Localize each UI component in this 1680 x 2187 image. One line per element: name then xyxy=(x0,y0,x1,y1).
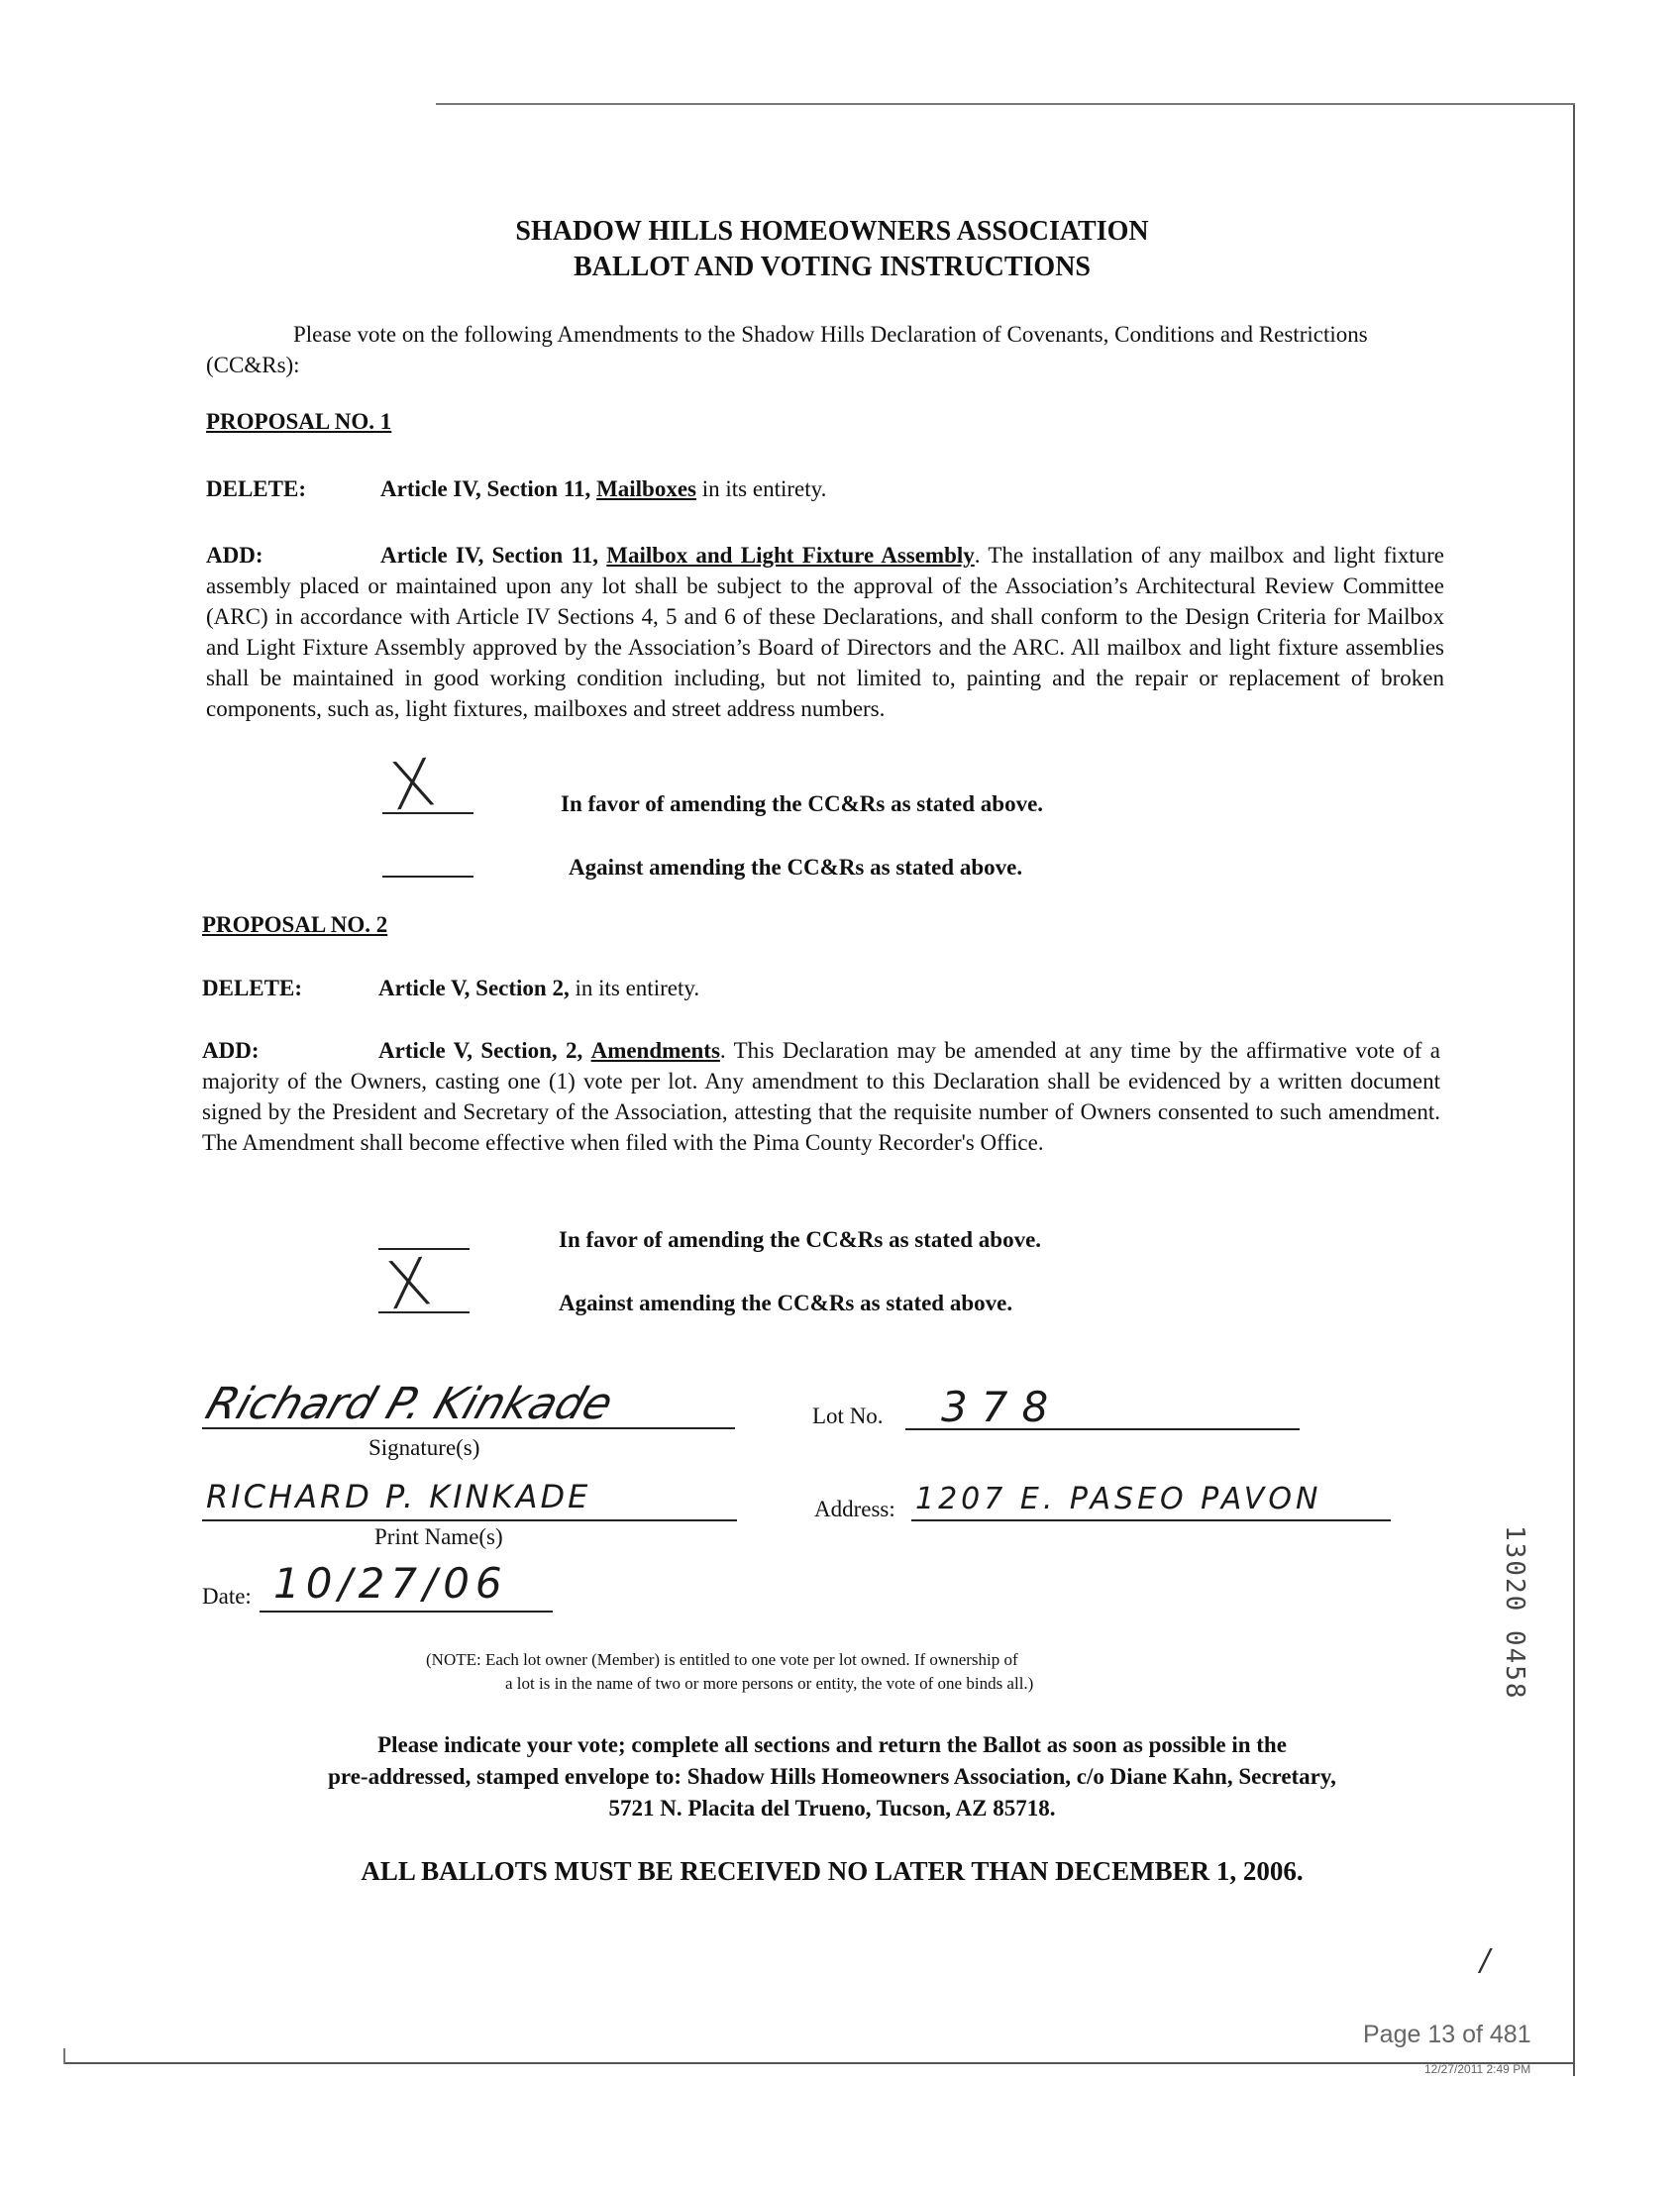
proposal-1-delete xyxy=(206,473,1444,504)
delete-tail: in its entirety. xyxy=(575,976,700,1000)
print-name-label: Print Name(s) xyxy=(374,1524,503,1549)
proposal-2-add-paragraph xyxy=(202,1035,1440,1158)
lot-line[interactable] xyxy=(905,1428,1300,1430)
favor-label: In favor of amending the CC&Rs as stated above. xyxy=(559,1227,1042,1252)
proposal-2-heading: PROPOSAL NO. 2 xyxy=(202,912,388,937)
delete-tail: in its entirety. xyxy=(701,476,827,501)
against-x-mark: X xyxy=(380,1243,437,1325)
lot-label: Lot No. xyxy=(812,1404,884,1428)
page-number-label: Page 13 of 481 xyxy=(1363,2021,1531,2048)
address-label: Address: xyxy=(814,1497,895,1521)
document-subtitle: BALLOT AND VOTING INSTRUCTIONS xyxy=(574,252,1091,282)
page-timestamp: 12/27/2011 2:49 PM xyxy=(1424,2062,1531,2076)
deadline-notice: ALL BALLOTS MUST BE RECEIVED NO LATER THAN DECEMBER 1, 2006. xyxy=(361,1856,1304,1886)
frame-bottom-border xyxy=(63,2062,1575,2064)
note-line-1: (NOTE: Each lot owner (Member) is entitled to one vote per lot owned. If ownership of xyxy=(426,1650,1018,1669)
delete-label: DELETE: xyxy=(202,976,302,1000)
address-value: 1207 E. PASEO PAVON xyxy=(915,1482,1322,1516)
add-reference: Article V, Section, 2, xyxy=(378,1038,583,1063)
date-label: Date: xyxy=(202,1584,252,1609)
frame-top-border xyxy=(436,103,1575,105)
print-name-handwritten: RICHARD P. KINKADE xyxy=(206,1478,591,1515)
favor-label: In favor of amending the CC&Rs as stated above. xyxy=(561,791,1044,816)
delete-section-title: Mailboxes xyxy=(596,476,697,501)
closing-line-2: pre-addressed, stamped envelope to: Shadow Hills Homeowners Association, c/o Diane Kahn, Secretary, xyxy=(328,1764,1336,1789)
delete-reference: Article V, Section 2, xyxy=(378,976,570,1000)
signature-line[interactable] xyxy=(202,1427,735,1429)
date-value: 10/27/06 xyxy=(273,1559,508,1608)
intro-paragraph: Please vote on the following Amendments to the Shadow Hills Declaration of Covenants, Conditions and Restrictions (CC&Rs): xyxy=(206,322,1368,377)
note-line-2: a lot is in the name of two or more persons or entity, the vote of one binds all.) xyxy=(505,1674,1034,1693)
address-line[interactable] xyxy=(911,1519,1391,1521)
date-line[interactable] xyxy=(260,1611,553,1613)
signature-label: Signature(s) xyxy=(368,1435,480,1460)
add-body: . This Declaration may be amended at any time by the affirmative vote of a majority of the Owners, casting one (1) vote per lot. Any amendment to this Declaration shall be evidenced by a written document signed by the President and Secretary of the Association, attesting that the requisite number of Owners consented to such amendment. The Amendment shall become effective when filed with the Pima County Recorder's Office. xyxy=(202,1038,1440,1155)
add-reference: Article IV, Section 11, xyxy=(380,543,598,568)
add-body: . The installation of any mailbox and light fixture assembly placed or maintained upon any lot shall be subject to the approval of the Association’s Architectural Review Committee (ARC) in accordance with Article IV Sections 4, 5 and 6 of these Declarations, and shall conform to the Design Criteria for Mailbox and Light Fixture Assembly approved by the Association’s Board of Directors and the ARC. All mailbox and light fixture assemblies shall be maintained in good working condition including, but not limited to, painting and the repair or replacement of broken components, such as, light fixtures, mailboxes and street address numbers. xyxy=(206,543,1444,721)
delete-label: DELETE: xyxy=(206,476,306,501)
favor-x-mark: X xyxy=(384,744,441,826)
proposal-2-delete xyxy=(202,973,1440,1003)
closing-line-1: Please indicate your vote; complete all sections and return the Ballot as soon as possible in the xyxy=(377,1732,1287,1757)
lot-value: 378 xyxy=(941,1383,1063,1431)
frame-corner-mark xyxy=(63,2048,65,2064)
check-mark: / xyxy=(1480,1943,1491,1978)
docket-number-stamp: 13020 0458 xyxy=(1500,1525,1529,1701)
against-label: Against amending the CC&Rs as stated above. xyxy=(559,1291,1013,1315)
proposal-1-heading: PROPOSAL NO. 1 xyxy=(206,409,392,434)
closing-line-3: 5721 N. Placita del Trueno, Tucson, AZ 85718. xyxy=(608,1796,1056,1821)
against-vote-line[interactable] xyxy=(382,876,473,878)
add-label: ADD: xyxy=(202,1038,260,1063)
add-section-title: Amendments xyxy=(590,1038,720,1063)
against-label: Against amending the CC&Rs as stated above. xyxy=(569,855,1023,880)
delete-reference: Article IV, Section 11, xyxy=(380,476,591,501)
add-label: ADD: xyxy=(206,543,263,568)
document-title: SHADOW HILLS HOMEOWNERS ASSOCIATION xyxy=(515,216,1149,247)
proposal-1-add-paragraph xyxy=(206,540,1444,724)
signature-handwritten: Richard P. Kinkade xyxy=(199,1379,619,1429)
add-section-title: Mailbox and Light Fixture Assembly xyxy=(606,543,975,568)
